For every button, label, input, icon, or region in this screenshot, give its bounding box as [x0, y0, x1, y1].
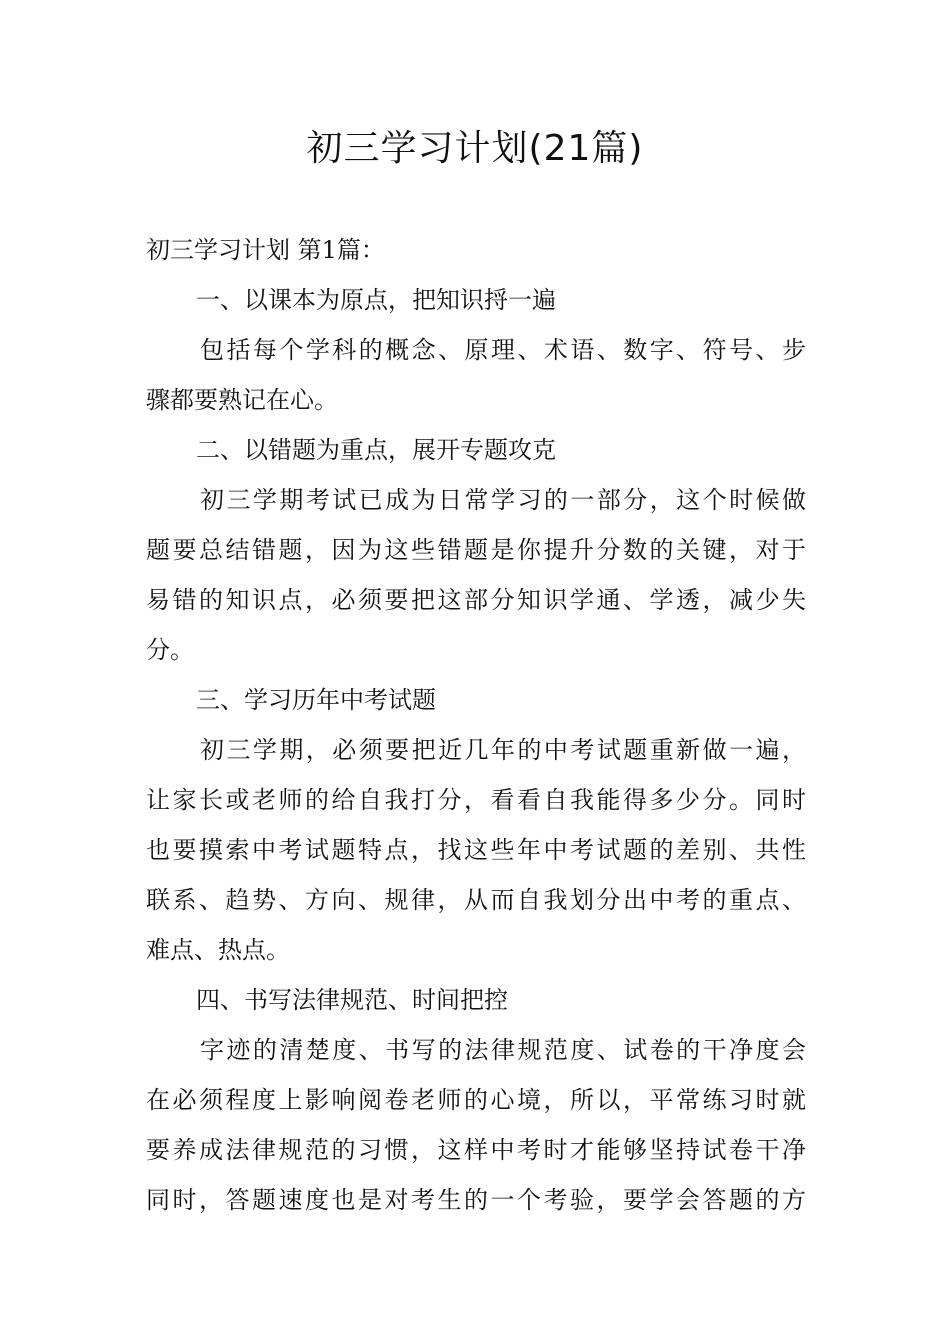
subheading-4: 四、书写法律规范、时间把控 [196, 986, 508, 1014]
paragraph-line: 难点、热点。 [146, 936, 290, 964]
paragraph-line: 字迹的清楚度、书写的法律规范度、试卷的干净度会 [200, 1036, 806, 1064]
subheading-2: 二、以错题为重点，展开专题攻克 [196, 436, 556, 464]
paragraph-line: 易错的知识点，必须要把这部分知识学通、学透，减少失 [146, 586, 806, 614]
paragraph-line: 包括每个学科的概念、原理、术语、数字、符号、步 [200, 336, 806, 364]
paragraph-line: 同时，答题速度也是对考生的一个考验，要学会答题的方 [146, 1186, 806, 1214]
paragraph-line: 题要总结错题，因为这些错题是你提升分数的关键，对于 [146, 536, 806, 564]
subheading-1: 一、以课本为原点，把知识捋一遍 [196, 286, 556, 314]
paragraph-line: 要养成法律规范的习惯，这样中考时才能够坚持试卷干净 [146, 1136, 806, 1164]
paragraph-line: 骤都要熟记在心。 [146, 386, 338, 414]
paragraph-line: 初三学期，必须要把近几年的中考试题重新做一遍， [200, 736, 806, 764]
section-heading: 初三学习计划 第1篇： [146, 236, 385, 264]
subheading-3: 三、学习历年中考试题 [196, 686, 436, 714]
paragraph-line: 初三学期考试已成为日常学习的一部分，这个时候做 [200, 486, 806, 514]
paragraph-line: 联系、趋势、方向、规律，从而自我划分出中考的重点、 [146, 886, 806, 914]
document-body [146, 225, 806, 1225]
paragraph-line: 让家长或老师的给自我打分，看看自我能得多少分。同时 [146, 786, 806, 814]
document-title: 初三学习计划(21篇) [306, 128, 644, 169]
paragraph-line: 在必须程度上影响阅卷老师的心境，所以，平常练习时就 [146, 1086, 806, 1114]
paragraph-line: 分。 [146, 636, 194, 664]
paragraph-line: 也要摸索中考试题特点，找这些年中考试题的差别、共性 [146, 836, 806, 864]
